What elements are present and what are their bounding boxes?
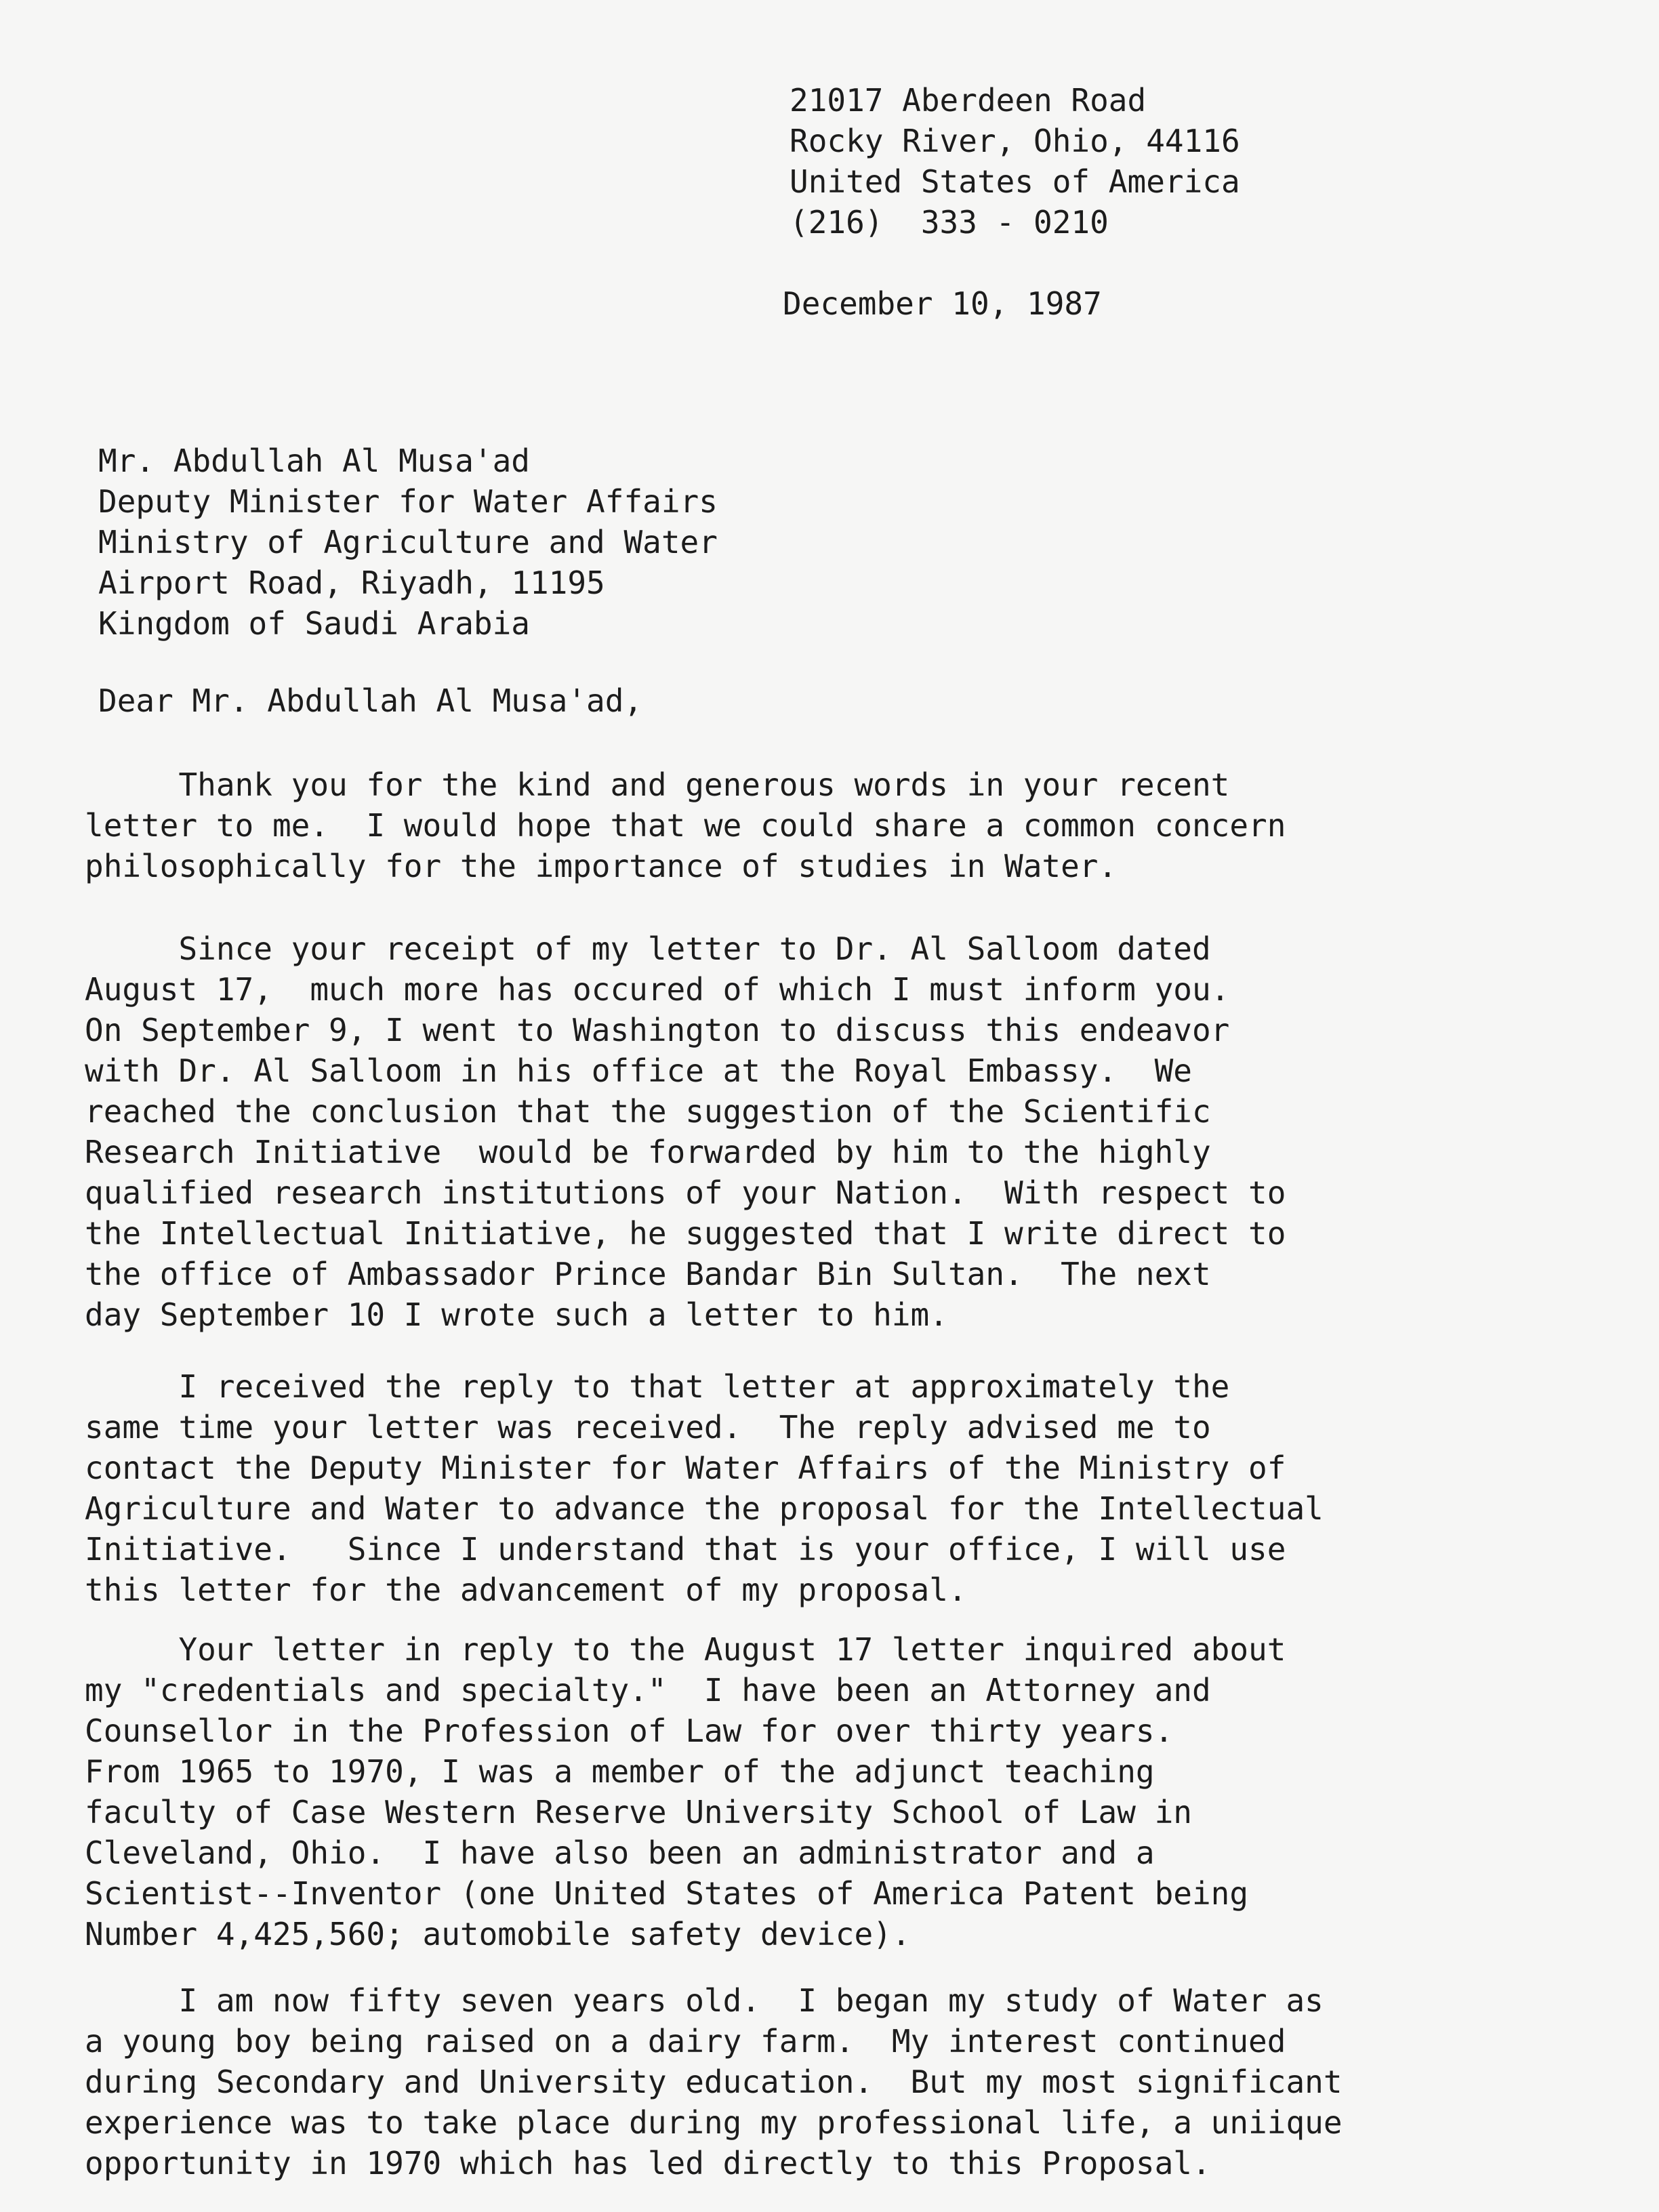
body-paragraph-3 <box>85 1366 1324 1610</box>
paragraph-line: Initiative. Since I understand that is your office, I will use <box>85 1531 1286 1568</box>
recipient-title: Deputy Minister for Water Affairs <box>98 483 718 520</box>
body-paragraph-5 <box>85 1980 1343 2184</box>
recipient-name: Mr. Abdullah Al Musa'ad <box>98 443 530 479</box>
return-address <box>790 80 1240 243</box>
paragraph-line: during Secondary and University education. But my most significant <box>85 2064 1343 2100</box>
paragraph-line: I received the reply to that letter at approximately the <box>85 1368 1230 1405</box>
paragraph-line: my "credentials and specialty." I have been an Attorney and <box>85 1672 1211 1708</box>
body-paragraph-4 <box>85 1629 1286 1954</box>
paragraph-line: this letter for the advancement of my proposal. <box>85 1572 967 1608</box>
paragraph-line: August 17, much more has occured of which I must inform you. <box>85 971 1230 1008</box>
paragraph-line: letter to me. I would hope that we could share a common concern <box>85 807 1286 844</box>
paragraph-line: the office of Ambassador Prince Bandar Bin Sultan. The next <box>85 1256 1211 1292</box>
paragraph-line: day September 10 I wrote such a letter to him. <box>85 1296 948 1333</box>
paragraph-line: experience was to take place during my professional life, a uniique <box>85 2104 1343 2141</box>
return-address-country: United States of America <box>790 163 1240 200</box>
paragraph-line: with Dr. Al Salloom in his office at the Royal Embassy. We <box>85 1052 1192 1089</box>
body-paragraph-2 <box>85 928 1286 1335</box>
paragraph-line: opportunity in 1970 which has led directly to this Proposal. <box>85 2145 1211 2182</box>
paragraph-line: reached the conclusion that the suggestion of the Scientific <box>85 1093 1211 1130</box>
body-paragraph-1 <box>85 764 1286 886</box>
paragraph-line: From 1965 to 1970, I was a member of the adjunct teaching <box>85 1753 1155 1790</box>
letter-date: December 10, 1987 <box>783 285 1102 322</box>
paragraph-line: qualified research institutions of your Nation. With respect to <box>85 1174 1286 1211</box>
return-address-city: Rocky River, Ohio, 44116 <box>790 123 1240 159</box>
paragraph-line: Cleveland, Ohio. I have also been an administrator and a <box>85 1835 1155 1871</box>
recipient-address <box>98 441 718 644</box>
recipient-country: Kingdom of Saudi Arabia <box>98 605 530 642</box>
recipient-street: Airport Road, Riyadh, 11195 <box>98 565 605 601</box>
paragraph-line: faculty of Case Western Reserve University School of Law in <box>85 1794 1192 1830</box>
paragraph-line: I am now fifty seven years old. I began my study of Water as <box>85 1982 1324 2019</box>
paragraph-line: same time your letter was received. The reply advised me to <box>85 1409 1211 1446</box>
paragraph-line: philosophically for the importance of studies in Water. <box>85 848 1118 884</box>
paragraph-line: a young boy being raised on a dairy farm. My interest continued <box>85 2023 1286 2060</box>
salutation: Dear Mr. Abdullah Al Musa'ad, <box>98 682 643 719</box>
recipient-ministry: Ministry of Agriculture and Water <box>98 524 718 560</box>
paragraph-line: Research Initiative would be forwarded by him to the highly <box>85 1134 1211 1170</box>
paragraph-line: Counsellor in the Profession of Law for over thirty years. <box>85 1713 1174 1749</box>
paragraph-line: contact the Deputy Minister for Water Affairs of the Ministry of <box>85 1450 1286 1486</box>
paragraph-line: Scientist--Inventor (one United States of America Patent being <box>85 1875 1249 1912</box>
paragraph-line: Since your receipt of my letter to Dr. Al Salloom dated <box>85 930 1211 967</box>
return-address-street: 21017 Aberdeen Road <box>790 82 1147 119</box>
paragraph-line: Agriculture and Water to advance the proposal for the Intellectual <box>85 1490 1324 1527</box>
paragraph-line: Your letter in reply to the August 17 letter inquired about <box>85 1631 1286 1668</box>
return-address-phone: (216) 333 - 0210 <box>790 204 1109 241</box>
paragraph-line: On September 9, I went to Washington to discuss this endeavor <box>85 1012 1230 1048</box>
paragraph-line: Thank you for the kind and generous words in your recent <box>85 766 1230 803</box>
paragraph-line: the Intellectual Initiative, he suggested that I write direct to <box>85 1215 1286 1252</box>
paragraph-line: Number 4,425,560; automobile safety device). <box>85 1916 911 1952</box>
